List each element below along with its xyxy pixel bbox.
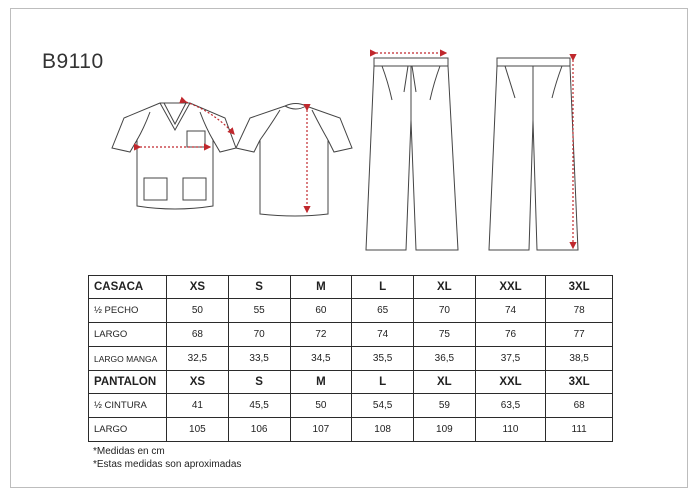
table-cell: 60 [290, 299, 352, 323]
scrub-top-front-drawing [112, 103, 236, 209]
table-cell: 105 [167, 418, 229, 442]
product-reference: B9110 [42, 50, 104, 73]
table-cell: 72 [290, 323, 352, 347]
size-header: M [290, 276, 352, 299]
table-cell: 76 [475, 323, 546, 347]
table-cell: 74 [475, 299, 546, 323]
size-chart-table [88, 275, 613, 442]
table-cell: 68 [167, 323, 229, 347]
pantalon-title: PANTALON [89, 371, 167, 394]
casaca-header-row [89, 276, 613, 299]
table-cell: 36,5 [414, 347, 476, 371]
table-cell: 50 [167, 299, 229, 323]
pantalon-header-row [89, 371, 613, 394]
size-header: XS [167, 371, 229, 394]
size-header: XL [414, 276, 476, 299]
footnote-approx: *Estas medidas son aproximadas [93, 459, 242, 470]
table-cell: 54,5 [352, 394, 414, 418]
table-cell: 106 [228, 418, 290, 442]
table-cell: 63,5 [475, 394, 546, 418]
footnotes [93, 445, 241, 471]
table-row [89, 418, 613, 442]
row-label: ½ PECHO [89, 299, 167, 323]
trousers-back-drawing [489, 58, 578, 250]
table-cell: 41 [167, 394, 229, 418]
table-cell: 55 [228, 299, 290, 323]
table-cell: 33,5 [228, 347, 290, 371]
size-header: S [228, 276, 290, 299]
row-label: LARGO [89, 323, 167, 347]
size-header: M [290, 371, 352, 394]
table-cell: 38,5 [546, 347, 613, 371]
table-row [89, 394, 613, 418]
casaca-title: CASACA [89, 276, 167, 299]
table-cell: 59 [414, 394, 476, 418]
size-header: XXL [475, 371, 546, 394]
table-cell: 74 [352, 323, 414, 347]
table-cell: 35,5 [352, 347, 414, 371]
size-header: L [352, 371, 414, 394]
trousers-front-drawing [366, 58, 458, 250]
table-cell: 50 [290, 394, 352, 418]
table-cell: 37,5 [475, 347, 546, 371]
size-header: S [228, 371, 290, 394]
table-cell: 78 [546, 299, 613, 323]
table-cell: 75 [414, 323, 476, 347]
row-label: LARGO MANGA [89, 347, 167, 371]
table-cell: 70 [228, 323, 290, 347]
table-row [89, 323, 613, 347]
table-cell: 110 [475, 418, 546, 442]
row-label: LARGO [89, 418, 167, 442]
table-cell: 77 [546, 323, 613, 347]
table-row [89, 299, 613, 323]
size-header: 3XL [546, 276, 613, 299]
table-cell: 32,5 [167, 347, 229, 371]
size-header: 3XL [546, 371, 613, 394]
row-label: ½ CINTURA [89, 394, 167, 418]
table-cell: 108 [352, 418, 414, 442]
table-row [89, 347, 613, 371]
size-header: L [352, 276, 414, 299]
table-cell: 45,5 [228, 394, 290, 418]
size-header: XXL [475, 276, 546, 299]
table-cell: 111 [546, 418, 613, 442]
footnote-units: *Medidas en cm [93, 446, 165, 457]
table-cell: 107 [290, 418, 352, 442]
size-header: XS [167, 276, 229, 299]
table-cell: 68 [546, 394, 613, 418]
table-cell: 34,5 [290, 347, 352, 371]
table-cell: 109 [414, 418, 476, 442]
table-cell: 70 [414, 299, 476, 323]
size-header: XL [414, 371, 476, 394]
table-cell: 65 [352, 299, 414, 323]
scrub-top-back-drawing [236, 104, 352, 217]
